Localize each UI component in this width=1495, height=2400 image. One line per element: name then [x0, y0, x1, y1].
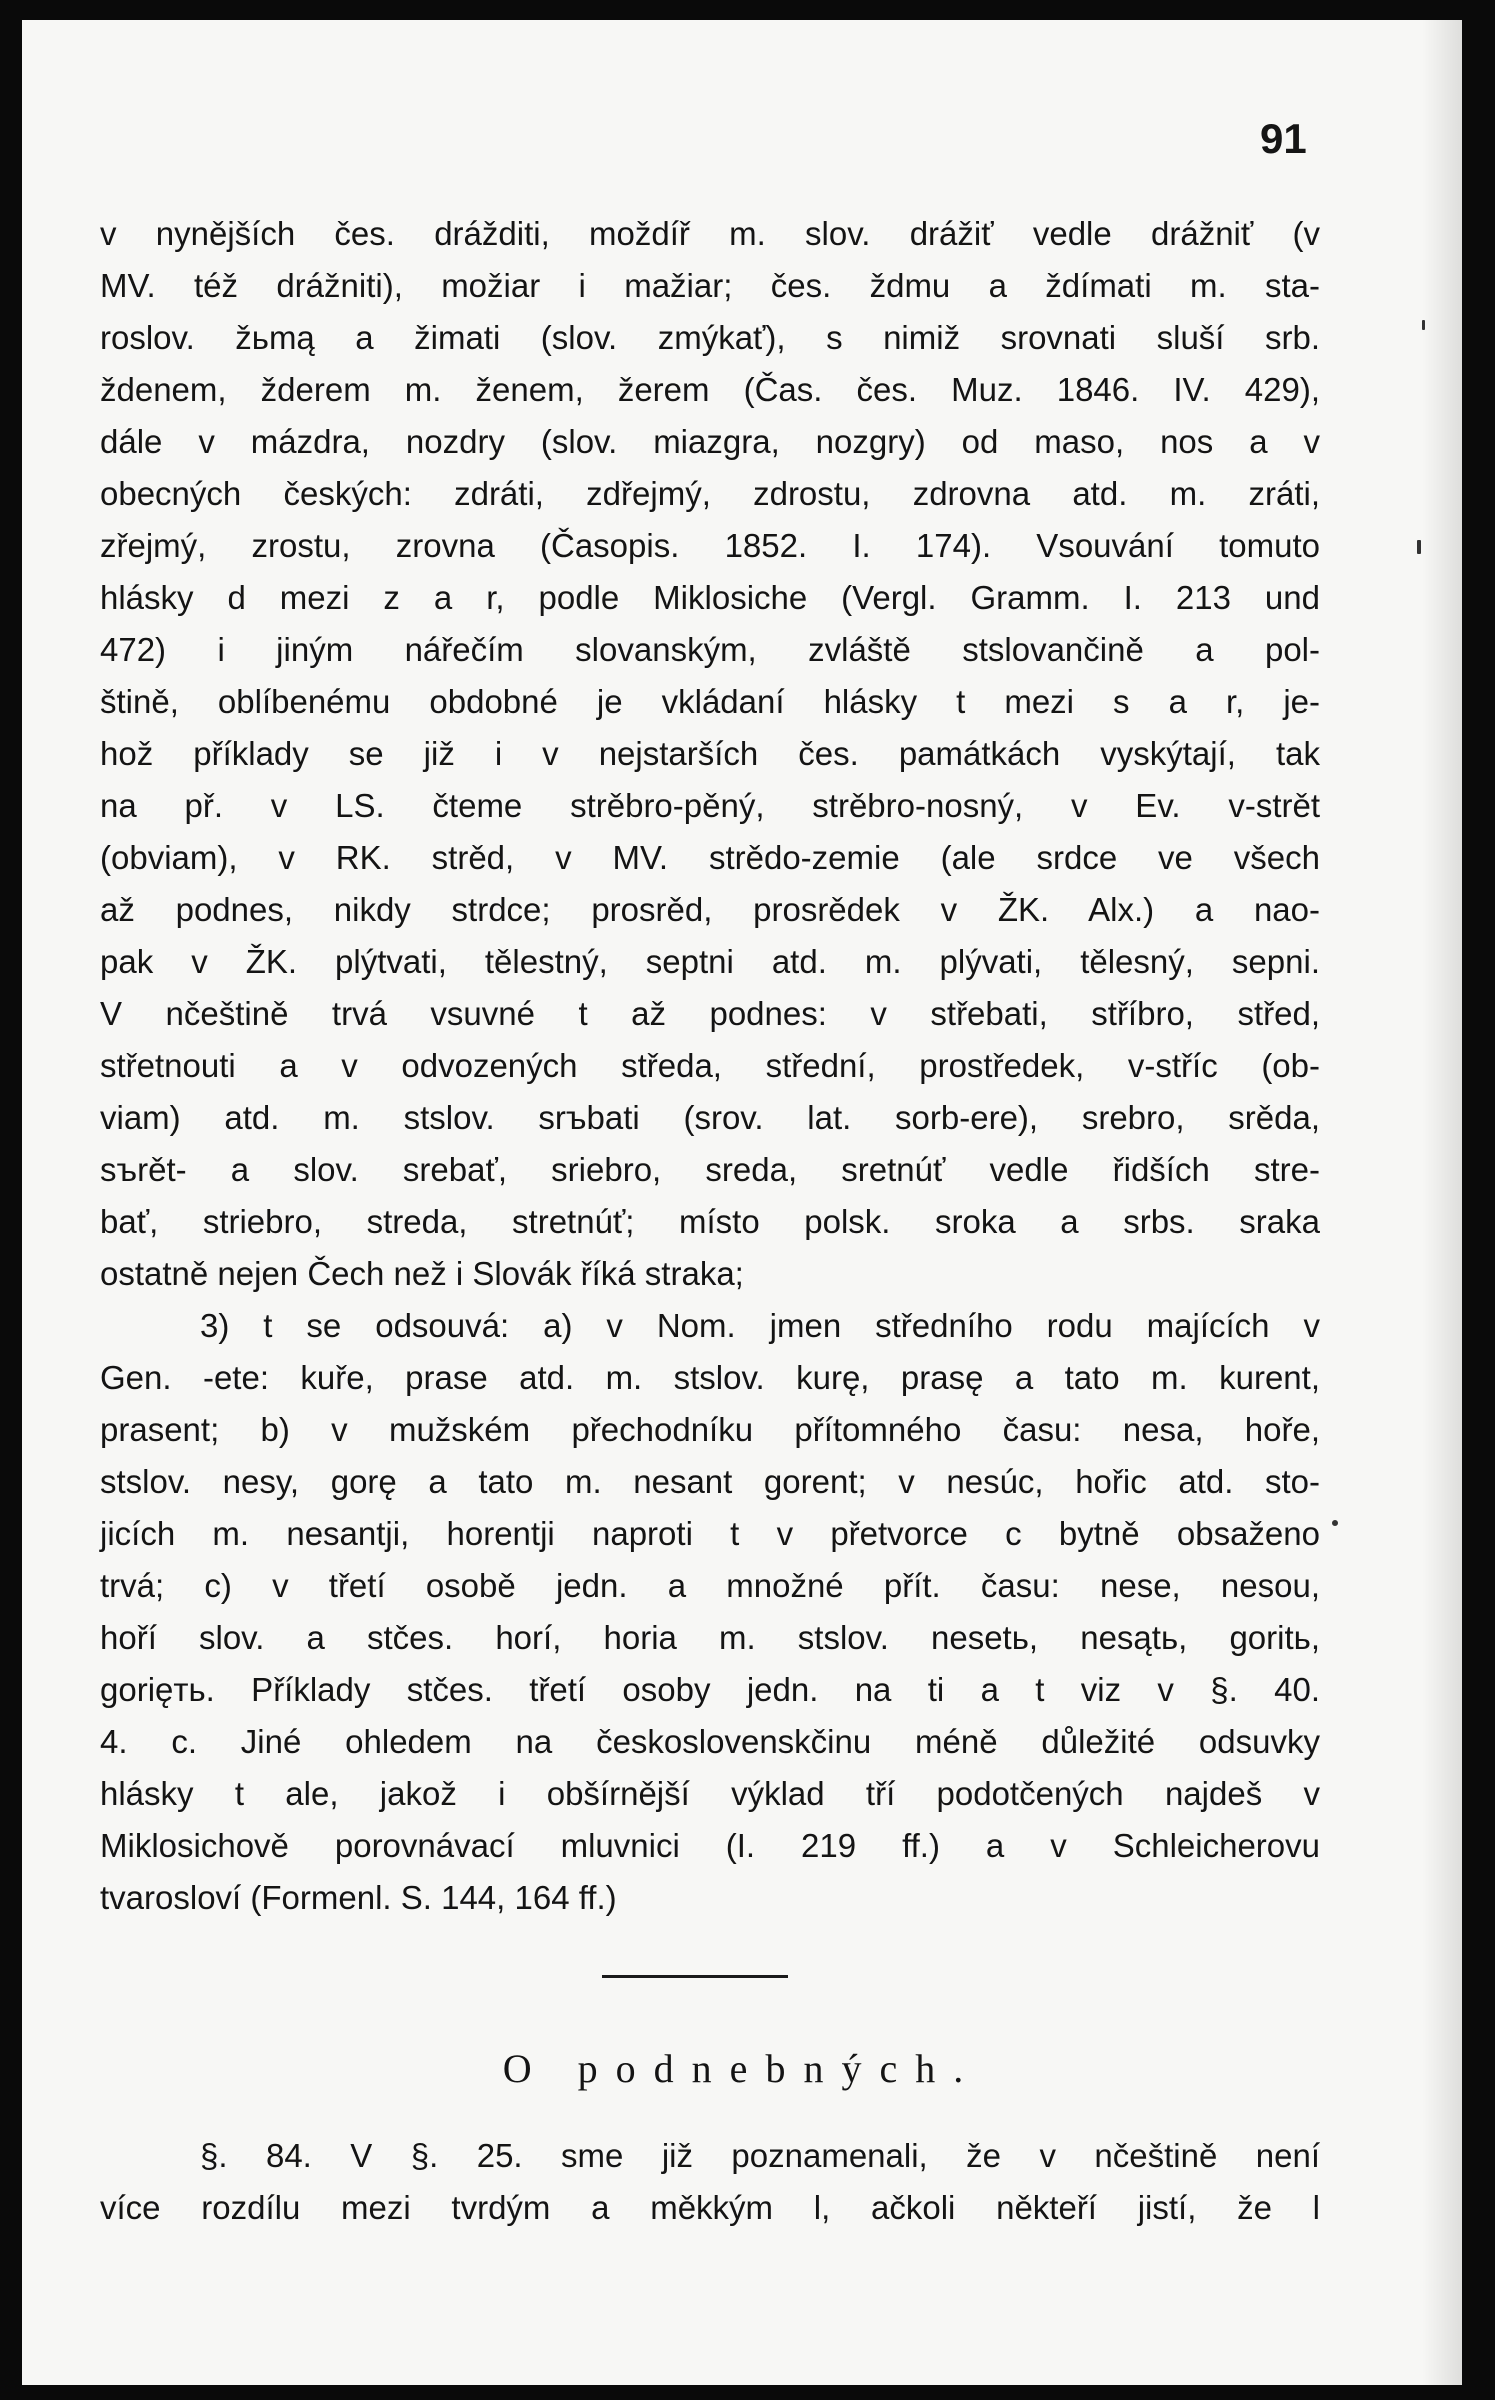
text-line: střetnouti a v odvozených středa, střední, prostředek, v-stříc (ob- [100, 1047, 1320, 1084]
text-line: obecných českých: zdráti, zdřejmý, zdrostu, zdrovna atd. m. zráti, [100, 475, 1320, 512]
text-line: 4. c. Jiné ohledem na československčinu méně důležité odsuvky [100, 1723, 1320, 1760]
text-line: (obviam), v RK. strěd, v MV. strědo-zemie (ale srdce ve všech [100, 839, 1320, 876]
text-line: pak v ŽK. plýtvati, tělestný, septni atd. m. plývati, tělesný, sepni. [100, 943, 1320, 980]
text-line: více rozdílu mezi tvrdým a měkkým l, ačkoli někteří jistí, že l [100, 2189, 1320, 2226]
text-line: 472) i jiným nářečím slovanským, zvláště stslovančině a pol- [100, 631, 1320, 668]
text-line: roslov. žьmą a žimati (slov. zmýkať), s nimiž srovnati sluší srb. [100, 319, 1320, 356]
text-line: trvá; c) v třetí osobě jedn. a množné přít. času: nese, nesou, [100, 1567, 1320, 1604]
text-line: stslov. nesy, gorę a tato m. nesant gorent; v nesúc, hořic atd. sto- [100, 1463, 1320, 1500]
text-line: V nčeštině trvá vsuvné t až podnes: v střebati, stříbro, střed, [100, 995, 1320, 1032]
text-line: hož příklady se již i v nejstarších čes. památkách vyskýtají, tak [100, 735, 1320, 772]
text-line: MV. též drážniti), možiar i mažiar; čes. ždmu a ždímati m. sta- [100, 267, 1320, 304]
text-line: hlásky t ale, jakož i obšírnější výklad tří podotčených najdeš v [100, 1775, 1320, 1812]
text-line: sъrět- a slov. srebať, sriebro, sreda, sretnúť vedle řidších stre- [100, 1151, 1320, 1188]
text-line: §. 84. V §. 25. sme již poznamenali, že v nčeštině není [200, 2137, 1320, 2174]
print-speck [1417, 540, 1421, 554]
text-line: ostatně nejen Čech než i Slovák říká straka; [100, 1255, 744, 1292]
text-line: tvarosloví (Formenl. S. 144, 164 ff.) [100, 1879, 617, 1916]
book-page [22, 20, 1462, 2385]
text-line: na př. v LS. čteme strěbro-pěný, strěbro-nosný, v Ev. v-strět [100, 787, 1320, 824]
text-line: prasent; b) v mužském přechodníku přítomného času: nesa, hoře, [100, 1411, 1320, 1448]
text-line: Miklosichově porovnávací mluvnici (I. 219 ff.) a v Schleicherovu [100, 1827, 1320, 1864]
section-divider [602, 1975, 788, 1978]
page-number: 91 [1260, 115, 1307, 162]
text-line: 3) t se odsouvá: a) v Nom. jmen středního rodu majících v [200, 1307, 1320, 1344]
print-speck [1332, 1520, 1338, 1526]
text-line: zřejmý, zrostu, zrovna (Časopis. 1852. I. 174). Vsouvání tomuto [100, 527, 1320, 564]
text-line: štině, oblíbenému obdobné je vkládaní hlásky t mezi s a r, je- [100, 683, 1320, 720]
text-line: hoří slov. a stčes. horí, horia m. stslov. nesetь, nesątь, goritь, [100, 1619, 1320, 1656]
text-line: gorięть. Příklady stčes. třetí osoby jedn. na ti a t viz v §. 40. [100, 1671, 1320, 1708]
text-line: viam) atd. m. stslov. srъbati (srov. lat. sorb-ere), srebro, srěda, [100, 1099, 1320, 1136]
print-speck [1422, 320, 1425, 330]
section-title: O podnebných. [502, 2046, 982, 2091]
text-line: hlásky d mezi z a r, podle Miklosiche (Vergl. Gramm. I. 213 und [100, 579, 1320, 616]
page-edge-shadow [1422, 20, 1462, 2385]
text-line: jicích m. nesantji, horentji naproti t v přetvorce c bytně obsaženo [100, 1515, 1320, 1552]
section-paragraph [100, 2130, 1320, 2234]
text-line: dále v mázdra, nozdry (slov. miazgra, nozgry) od maso, nos a v [100, 423, 1320, 460]
text-line: v nynějších čes. drážditi, moždíř m. slov. drážiť vedle drážniť (v [100, 215, 1320, 252]
text-line: až podnes, nikdy strdce; prosrěd, prosrědek v ŽK. Alx.) a nao- [100, 891, 1320, 928]
main-paragraph [100, 208, 1320, 1924]
text-line: ždenem, žderem m. ženem, žerem (Čas. čes. Muz. 1846. IV. 429), [100, 371, 1320, 408]
text-line: bať, striebro, streda, stretnúť; místo polsk. sroka a srbs. sraka [100, 1203, 1320, 1240]
text-line: Gen. -ete: kuře, prase atd. m. stslov. kurę, prasę a tato m. kurent, [100, 1359, 1320, 1396]
